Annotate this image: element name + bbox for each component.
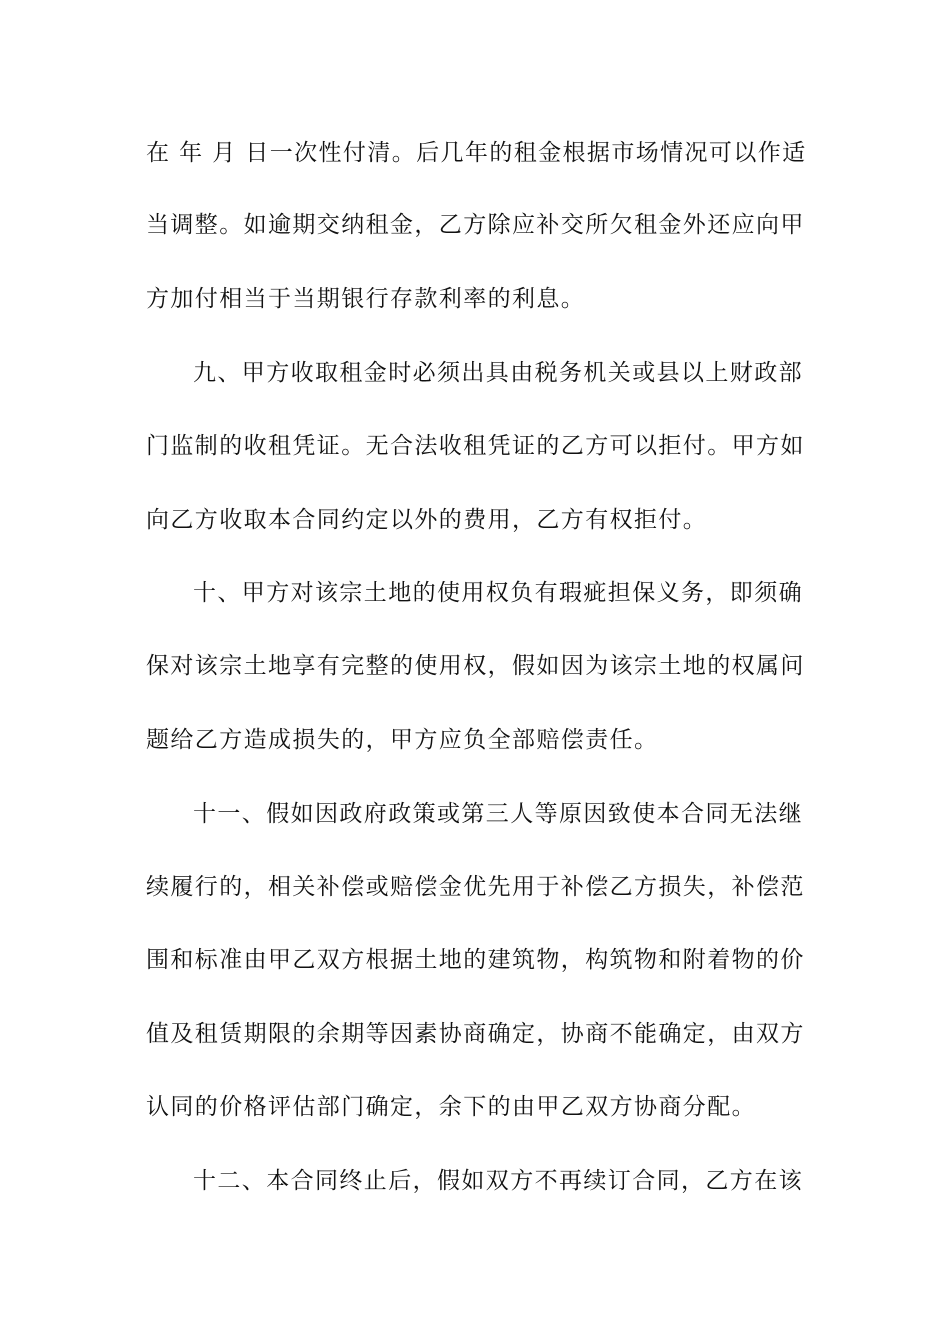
text-line-1: 在 年 月 日一次性付清。后几年的租金根据市场情况可以作适	[146, 140, 807, 166]
text-line-7: 十、甲方对该宗土地的使用权负有瑕疵担保义务，即须确	[193, 580, 803, 606]
text-line-11: 续履行的，相关补偿或赔偿金优先用于补偿乙方损失，补偿范	[146, 874, 805, 900]
text-line-8: 保对该宗土地享有完整的使用权，假如因为该宗土地的权属问	[146, 653, 805, 679]
text-line-14: 认同的价格评估部门确定，余下的由甲乙双方协商分配。	[146, 1094, 756, 1120]
text-line-5: 门监制的收租凭证。无合法收租凭证的乙方可以拒付。甲方如	[146, 433, 805, 459]
text-line-10: 十一、假如因政府政策或第三人等原因致使本合同无法继	[193, 801, 803, 827]
text-line-13: 值及租赁期限的余期等因素协商确定，协商不能确定，由双方	[146, 1021, 805, 1047]
text-line-6: 向乙方收取本合同约定以外的费用，乙方有权拒付。	[146, 507, 708, 533]
text-line-2: 当调整。如逾期交纳租金，乙方除应补交所欠租金外还应向甲	[146, 212, 805, 238]
text-line-3: 方加付相当于当期银行存款利率的利息。	[146, 286, 586, 312]
text-line-9: 题给乙方造成损失的，甲方应负全部赔偿责任。	[146, 727, 659, 753]
text-line-12: 围和标准由甲乙双方根据土地的建筑物，构筑物和附着物的价	[146, 947, 805, 973]
text-line-4: 九、甲方收取租金时必须出具由税务机关或县以上财政部	[193, 360, 803, 386]
text-line-15: 十二、本合同终止后，假如双方不再续订合同，乙方在该	[193, 1168, 803, 1194]
